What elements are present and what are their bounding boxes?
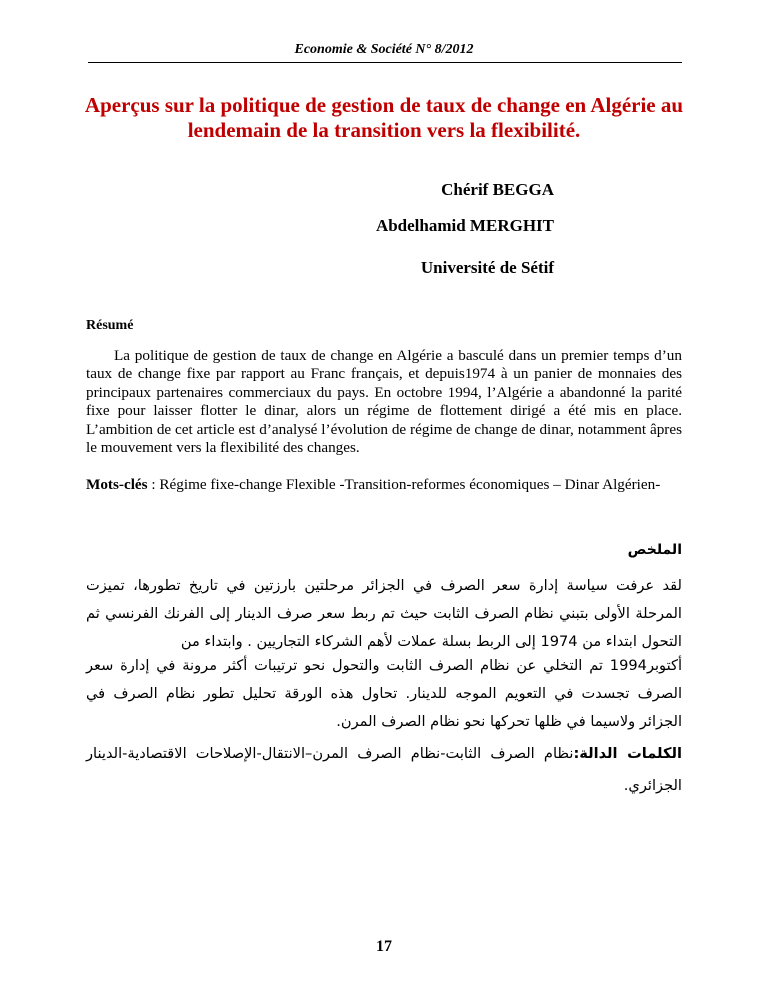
- keywords: [86, 476, 682, 494]
- author-2: Abdelhamid MERGHIT: [375, 216, 554, 235]
- keywords-text: : Régime fixe-change Flexible -Transition-reformes économiques – Dinar Algérien-: [147, 476, 661, 493]
- arabic-keywords: [86, 738, 682, 802]
- abstract-heading: Résumé: [86, 318, 134, 333]
- header-divider: [88, 62, 682, 63]
- keywords-label: Mots-clés: [86, 476, 148, 493]
- paper-title: Aperçus sur la politique de gestion de taux de change en Algérie au lendemain de la transition vers la flexibilité.: [84, 93, 684, 142]
- affiliation: Université de Sétif: [420, 258, 554, 277]
- author-1: Chérif BEGGA: [441, 180, 554, 199]
- journal-header: Economie & Société N° 8/2012: [294, 42, 474, 57]
- arabic-abstract-heading: الملخص: [627, 542, 682, 558]
- arabic-keywords-text: نظام الصرف الثابت-نظام الصرف المرن–الانتقال-الإصلاحات الاقتصادية-الدينار الجزائري.: [86, 745, 682, 794]
- arabic-keywords-label: الكلمات الدالة:: [573, 745, 682, 762]
- arabic-abstract-paragraph-1: لقد عرفت سياسة إدارة سعر الصرف في الجزائر مرحلتين بارزتين في تاريخ تطورها، تميزت المرحلة الأولى بتبني نظام الصرف الثابت حيث تم ربط سعر صرف الدينار إلى الفرنك الفرنسي ثم التحول ابتداء من 1974 إلى الربط بسلة عملات لأهم الشركاء التجاريين . وابتداء من: [86, 577, 682, 650]
- arabic-abstract-paragraph-2: أكتوبر1994 تم التخلي عن نظام الصرف الثابت والتحول نحو ترتيبات أكثر مرونة في إدارة سعر الصرف تجسدت في التعويم الموجه للدينار. تحاول هذه الورقة تحليل تطور نظام الصرف في الجزائر ولاسيما في ظلها تحركها نحو نظام الصرف المرن.: [86, 657, 682, 730]
- page-number: 17: [376, 938, 392, 955]
- abstract-text: La politique de gestion de taux de change en Algérie a basculé dans un premier temps d’un taux de change fixe par rapport au Franc français, et depuis1974 à un panier de monnaies des principaux partenaires commerciaux du pays. En octobre 1994, l’Algérie a abandonné la parité fixe pour laisser flotter le dinar, alors un régime de flottement dirigé a été mis en place. L’ambition de cet article est d’analysé l’évolution de régime de change de dinar, notamment âpres le mouvement vers la flexibilité des changes.: [86, 347, 682, 457]
